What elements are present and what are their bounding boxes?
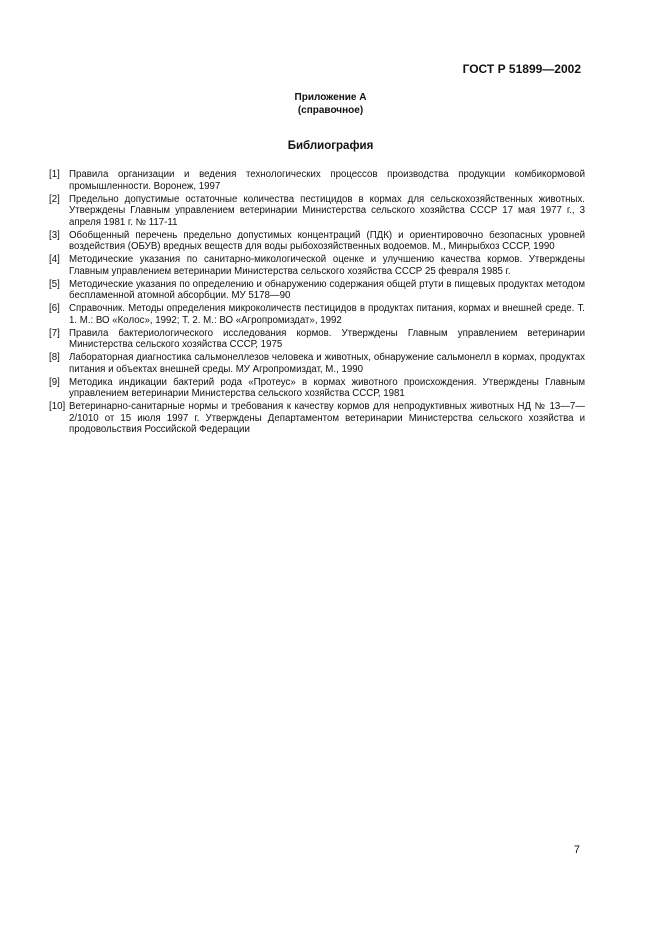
bibliography-item (49, 194, 585, 229)
item-text: Обобщенный перечень предельно допустимых концентраций (ПДК) и ориентировочно безопасных уровней воздействия (ОБУВ) вредных веществ для воды рыбохозяйственных водоемов. М., Минрыбхоз СССР, 1990 (69, 229, 585, 252)
item-number: [2] (49, 193, 60, 205)
item-text: Методические указания по санитарно-микологической оценке и улучшению качества кормов. Утверждены Главным управлением ветеринарии Министерства сельского хозяйства СССР 25 февраля 1985 г. (69, 254, 585, 277)
bibliography-item (49, 328, 585, 351)
item-text: Ветеринарно-санитарные нормы и требования к качеству кормов для непродуктивных животных НД № 13—7—2/1010 от 15 июля 1997 г. Утверждены Департаментом ветеринарии Министерства сельского хозяйства и продовольствия Российской Федерации (69, 401, 585, 435)
item-number: [1] (49, 169, 60, 180)
appendix-heading (0, 91, 661, 117)
item-number: [4] (49, 254, 60, 265)
bibliography-item (49, 279, 585, 302)
item-text: Справочник. Методы определения микроколичеств пестицидов в продуктах питания, кормах и внешней среде. Т. 1. М.: ВО «Колос», 1992; Т. 2. М.: ВО «Агропромиздат», 1992 (69, 303, 585, 326)
item-text: Методика индикации бактерий рода «Протеус» в кормах животного происхождения. Утверждены Главным управлением ветеринарии Министерства сельского хозяйства СССР, 1981 (69, 376, 585, 399)
bibliography-item (49, 230, 585, 253)
item-number: [7] (49, 327, 60, 339)
bibliography-item (49, 377, 585, 400)
item-text: Правила бактериологического исследования кормов. Утверждены Главным управлением ветеринарии Министерства сельского хозяйства СССР, 1975 (69, 327, 585, 350)
item-number: [9] (49, 376, 60, 388)
item-text: Лабораторная диагностика сальмонеллезов человека и животных, обнаружение сальмонелл в кормах, продуктах питания и объектах внешней среды. МУ Агропромиздат, М., 1990 (69, 352, 585, 375)
item-text: Методические указания по определению и обнаружению содержания общей ртути в пищевых продуктах методом беспламенной атомной абсорбции. МУ 5178—90 (69, 278, 585, 301)
appendix-subtitle: (справочное) (297, 105, 364, 116)
bibliography-item (49, 401, 585, 436)
standard-designation: ГОСТ Р 51899—2002 (462, 62, 581, 76)
item-number: [3] (49, 229, 60, 241)
page-number: 7 (573, 844, 580, 856)
bibliography-item (49, 352, 585, 375)
item-number: [8] (49, 352, 60, 363)
bibliography-list (49, 169, 585, 437)
bibliography-item (49, 254, 585, 277)
appendix-title: Приложение А (294, 92, 367, 103)
bibliography-item (49, 303, 585, 326)
bibliography-heading: Библиография (287, 140, 374, 152)
bibliography-item (49, 169, 585, 192)
item-text: Предельно допустимые остаточные количества пестицидов в кормах для сельскохозяйственных животных. Утверждены Главным управлением ветеринарии Министерства сельского хозяйства СССР 17 мая 1977 г., 3 апреля 1981 г. № 117-11 (69, 193, 585, 228)
item-number: [5] (49, 278, 60, 290)
item-number: [10] (49, 401, 66, 412)
item-text: Правила организации и ведения технологических процессов производства продукции комбикормовой промышленности. Воронеж, 1997 (69, 169, 585, 192)
item-number: [6] (49, 303, 60, 314)
